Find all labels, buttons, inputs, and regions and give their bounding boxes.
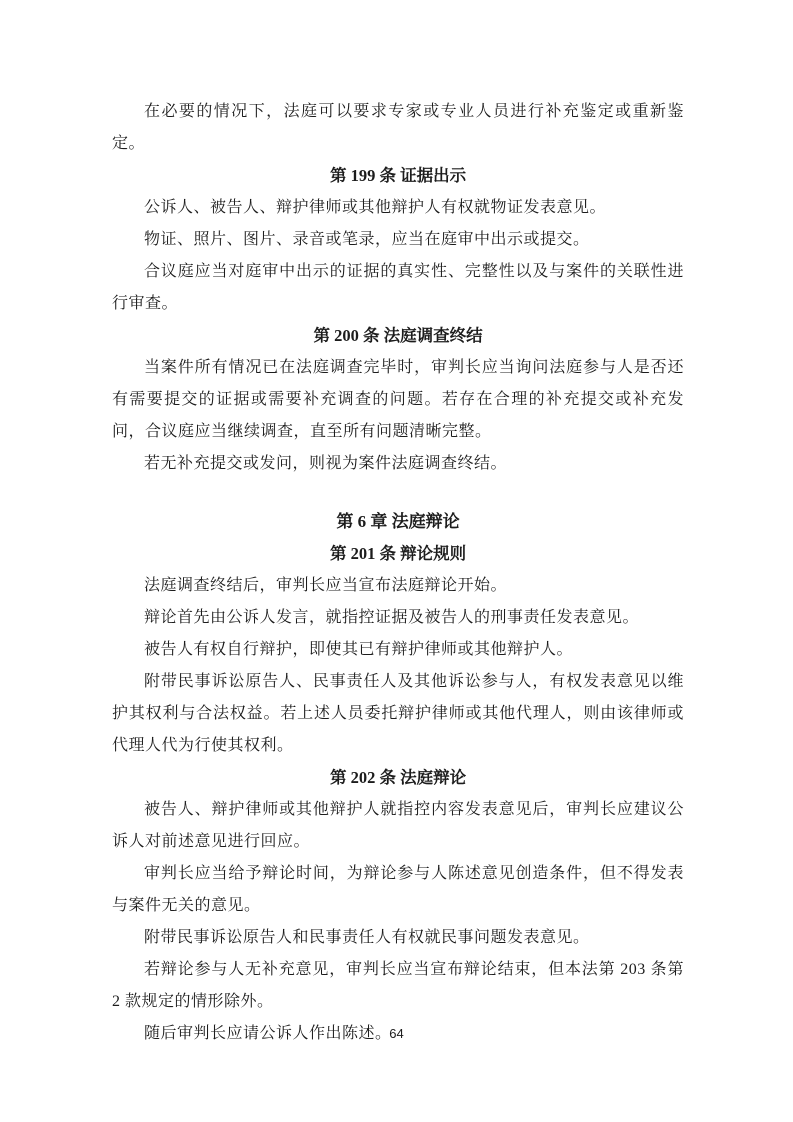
paragraph: 附带民事诉讼原告人和民事责任人有权就民事问题发表意见。 — [144, 929, 590, 946]
paragraph: 合议庭应当对庭审中出示的证据的真实性、完整性以及与案件的关联性进行审查。 — [112, 263, 684, 312]
article-heading: 第 199 条 证据出示 — [329, 166, 467, 185]
paragraph: 附带民事诉讼原告人、民事责任人及其他诉讼参与人，有权发表意见以维护其权利与合法权益。若上述人员委托辩护律师或其他代理人，则由该律师或代理人代为行使其权利。 — [112, 673, 684, 754]
paragraph: 若辩论参与人无补充意见，审判长应当宣布辩论结束，但本法第 203 条第 2 款规定的情形除外。 — [112, 961, 684, 1010]
article-heading: 第 202 条 法庭辩论 — [329, 768, 467, 787]
paragraph: 物证、照片、图片、录音或笔录，应当在庭审中出示或提交。 — [144, 231, 590, 248]
page-number: 64 — [389, 1026, 404, 1041]
paragraph: 随后审判长应请公诉人作出陈述。 — [144, 1025, 392, 1042]
paragraph: 被告人有权自行辩护，即使其已有辩护律师或其他辩护人。 — [144, 641, 574, 658]
paragraph: 当案件所有情况已在法庭调查完毕时，审判长应当询问法庭参与人是否还有需要提交的证据或需要补充调查的问题。若存在合理的补充提交或补充发问，合议庭应当继续调查，直至所有问题清晰完整。 — [112, 359, 684, 440]
paragraph: 若无补充提交或发问，则视为案件法庭调查终结。 — [144, 455, 508, 472]
paragraph: 辩论首先由公诉人发言，就指控证据及被告人的刑事责任发表意见。 — [144, 609, 640, 626]
paragraph: 在必要的情况下，法庭可以要求专家或专业人员进行补充鉴定或重新鉴定。 — [112, 103, 684, 152]
paragraph: 法庭调查终结后，审判长应当宣布法庭辩论开始。 — [144, 577, 508, 594]
article-heading: 第 201 条 辩论规则 — [329, 544, 467, 563]
chapter-heading: 第 6 章 法庭辩论 — [336, 512, 460, 531]
paragraph: 公诉人、被告人、辩护律师或其他辩护人有权就物证发表意见。 — [144, 199, 607, 216]
article-heading: 第 200 条 法庭调查终结 — [313, 326, 483, 345]
paragraph: 审判长应当给予辩论时间，为辩论参与人陈述意见创造条件，但不得发表与案件无关的意见。 — [112, 865, 684, 914]
document-body — [112, 96, 684, 1050]
paragraph: 被告人、辩护律师或其他辩护人就指控内容发表意见后，审判长应建议公诉人对前述意见进行回应。 — [112, 801, 684, 850]
page-footer — [0, 1026, 793, 1041]
